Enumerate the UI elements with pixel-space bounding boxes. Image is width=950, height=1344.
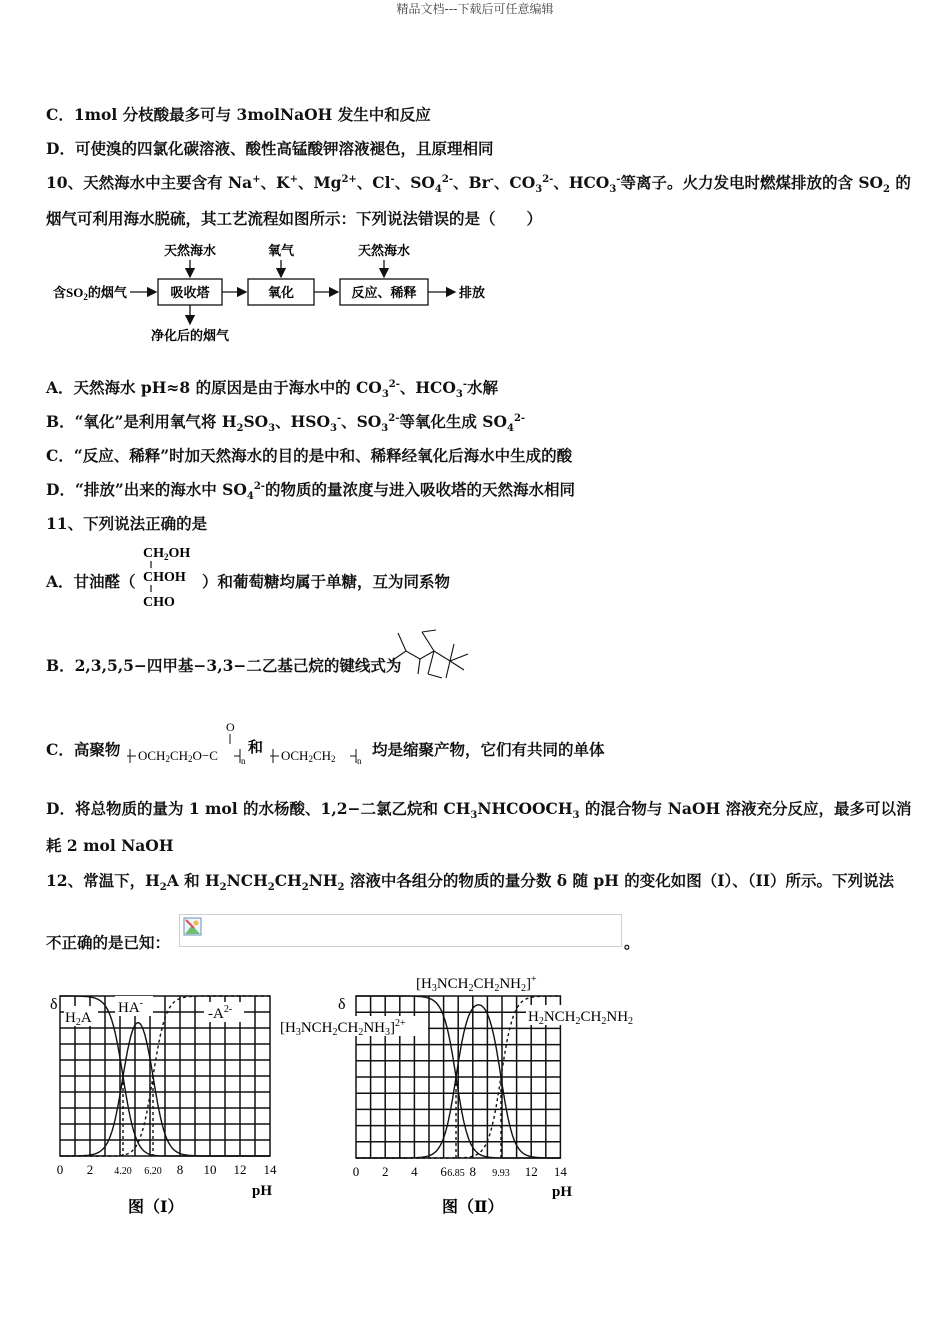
- q10-option-d: D．“排放”出来的海水中 $SO_4^{2-}$的物质的量浓度与进入吸收塔的天然海水相同: [46, 480, 575, 503]
- fig2-ylabel: δ: [338, 996, 346, 1013]
- svg-text:CHOH: CHOH: [143, 570, 186, 585]
- fig1-tick-label: 4.20: [114, 1166, 132, 1177]
- svg-text:CH2OH: $CH_2OH$: [143, 546, 191, 562]
- svg-text:O: O: [226, 720, 235, 734]
- q10-option-a: A．天然海水 pH≈8 的原因是由于海水中的 $CO_3^{2-}$、$HCO_3^-$水解: [46, 378, 499, 401]
- q11-option-b: B．2,3,5,5−四甲基−3,3−二乙基己烷的键线式为: [46, 656, 402, 675]
- broken-image-placeholder: [179, 914, 622, 947]
- fig1-tick-label: 8: [176, 1162, 184, 1177]
- fig1-species-h2a: $H_2A$: [65, 1010, 92, 1028]
- fig2-tick-label: 6: [440, 1164, 447, 1179]
- fig2-caption: 图（Ⅱ）: [442, 1199, 504, 1216]
- skeletal-formula: [388, 626, 478, 682]
- flow-input-label: 含$SO_2$的烟气: [53, 285, 127, 302]
- flow-output-label: 排放: [459, 285, 486, 300]
- fig2-tick-label: 12: [524, 1164, 538, 1179]
- svg-text:CHO: CHO: [143, 595, 175, 610]
- fig2-species-neutral: $H_2NCH_2CH_2NH_2$: [528, 1009, 634, 1027]
- process-flow-diagram: [48, 238, 508, 348]
- q12-stem-line1: 12、常温下，$H_2A$ 和 $H_2NCH_2CH_2NH_2$ 溶液中各组分的物质的量分数 δ 随 pH 的变化如图（I）、（II）所示。下列说法: [46, 871, 895, 894]
- q10-option-c: C．“反应、稀释”时加天然海水的目的是中和、稀释经氧化后海水中生成的酸: [46, 446, 573, 465]
- q12-stem-end: 。: [624, 933, 640, 952]
- glyceraldehyde-structure: [138, 540, 204, 616]
- fig1-tick-label: 10: [203, 1162, 217, 1177]
- q11-option-c-prefix: C．高聚物: [46, 740, 121, 759]
- absorber-label: 吸收塔: [170, 285, 210, 300]
- svg-text:n: n: [357, 756, 362, 766]
- fig2-tick-label: 6.85: [447, 1168, 465, 1179]
- q11-stem: 11、下列说法正确的是: [46, 514, 208, 533]
- page-header: 精品文档---下载后可任意编辑: [396, 2, 554, 16]
- fig1-tick-label: 6.20: [144, 1166, 162, 1177]
- q11-option-d-line1: D．将总物质的量为 1 mol 的水杨酸、1,2−二氯乙烷和 $CH_3NHCOOCH_3$ 的混合物与 NaOH 溶液充分反应，最多可以消: [46, 799, 912, 822]
- q9-option-c: C．1mol 分枝酸最多可与 3molNaOH 发生中和反应: [46, 105, 431, 124]
- fig2-tick-label: 2: [381, 1164, 389, 1179]
- fig2-tick-label: 4: [411, 1164, 418, 1179]
- reaction-dilution-label: 反应、稀释: [351, 285, 417, 300]
- polymer1-label: OCH2CH2O−C: [138, 748, 218, 764]
- oxidation-top-label: 氧气: [267, 243, 295, 258]
- fig2-tick-label: 8: [469, 1164, 477, 1179]
- figure-2-distribution-chart: [276, 968, 660, 1216]
- q12-stem-line2: 不正确的是已知：: [46, 933, 171, 952]
- q11-option-a-suffix: ）和葡萄糖均属于单糖，互为同系物: [202, 572, 451, 591]
- broken-image-icon: [183, 917, 203, 937]
- fig2-xlabel: pH: [552, 1184, 573, 1200]
- fig1-xlabel: pH: [252, 1183, 273, 1199]
- fig1-caption: 图（Ⅰ）: [128, 1199, 184, 1216]
- fig1-species-ha: HA-: [118, 998, 144, 1016]
- fig1-ylabel: δ: [50, 996, 58, 1013]
- reaction-top-label: 天然海水: [357, 243, 411, 258]
- q11-option-c-suffix: 均是缩聚产物，它们有共同的单体: [372, 740, 605, 759]
- fig1-tick-label: 12: [233, 1162, 247, 1177]
- oxidation-label: 氧化: [267, 285, 295, 300]
- fig1-tick-label: 0: [56, 1162, 64, 1177]
- q11-option-d-line2: 耗 2 mol NaOH: [46, 836, 174, 855]
- polymer-structures: [126, 716, 372, 766]
- svg-text:n: n: [241, 756, 246, 766]
- q10-stem-line2: 烟气可利用海水脱硫，其工艺流程如图所示：下列说法错误的是（ ）: [46, 209, 543, 228]
- q9-option-d: D．可使溴的四氯化碳溶液、酸性高锰酸钾溶液褪色，且原理相同: [46, 139, 494, 158]
- fig2-species-diprotonated: $[H_3NCH_2CH_2NH_3]^{2+}$: [280, 1018, 406, 1038]
- fig1-species-a: $-A^{2-}$: [208, 1004, 233, 1022]
- fig2-species-monoprotonated: $[H_3NCH_2CH_2NH_2]^+$: [416, 974, 537, 994]
- absorber-top-label: 天然海水: [163, 243, 217, 258]
- polymer2-label: OCH2CH2: [281, 748, 336, 764]
- fig1-tick-label: 2: [86, 1162, 94, 1177]
- fig2-tick-label: 0: [352, 1164, 360, 1179]
- polymer-and: 和: [248, 740, 264, 756]
- fig2-tick-label: 14: [553, 1164, 567, 1179]
- fig1-tick-label: 14: [263, 1162, 277, 1177]
- absorber-bottom-label: 净化后的烟气: [150, 328, 230, 343]
- figure-1-distribution-chart: [44, 990, 284, 1216]
- q11-option-a-prefix: A．甘油醛（: [46, 572, 136, 591]
- q10-stem-line1: 10、天然海水中主要含有 Na+、K+、$Mg^{2+}$、Cl-、$SO_4^{2-}$、Br-、$CO_3^{2-}$、$HCO_3^-$等离子。火力发电时燃煤排放的含 $SO_2$ 的: [46, 173, 911, 196]
- fig2-tick-label: 9.93: [492, 1168, 510, 1179]
- q10-option-b: B．“氧化”是利用氧气将 $H_2SO_3$、$HSO_3^-$、$SO_3^{2-}$等氧化生成 $SO_4^{2-}$: [46, 412, 526, 435]
